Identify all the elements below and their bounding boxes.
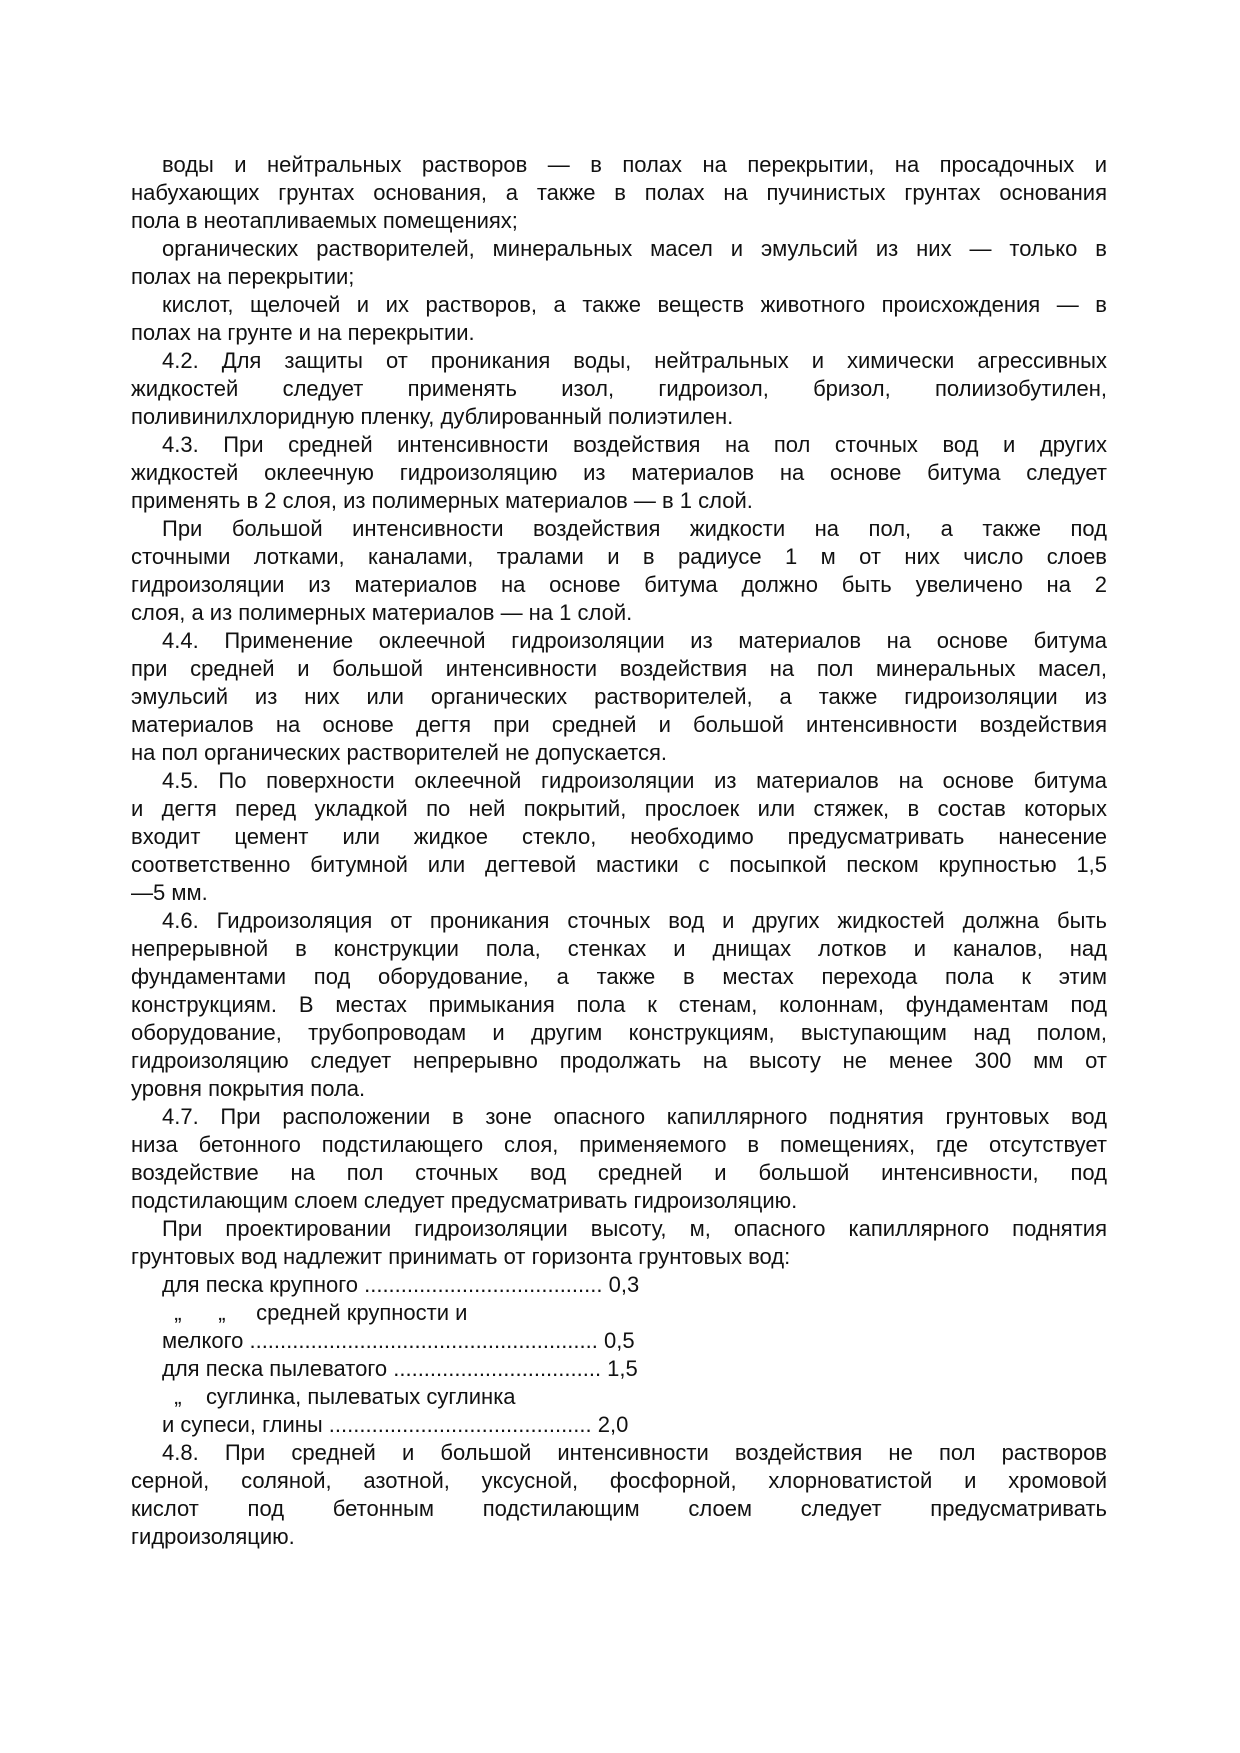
text-line: кислот, щелочей и их растворов, а также веществ животного происхождения — в	[162, 292, 1107, 317]
text-line: 4.4. Применение оклеечной гидроизоляции из материалов на основе битума	[162, 628, 1107, 653]
paragraph	[131, 235, 1107, 291]
paragraph	[131, 347, 1107, 431]
text-line: оборудование, трубопроводам и другим конструкциям, выступающим над полом,	[131, 1020, 1107, 1045]
text-line: полах на грунте и на перекрытии.	[131, 320, 475, 345]
text-line: грунтовых вод надлежит принимать от горизонта грунтовых вод:	[131, 1244, 791, 1269]
paragraph	[131, 515, 1107, 627]
text-line: —5 мм.	[131, 880, 208, 905]
paragraph	[131, 1215, 1107, 1271]
text-line: гидроизоляцию следует непрерывно продолжать на высоту не менее 300 мм от	[131, 1048, 1107, 1073]
text-line: сточными лотками, каналами, тралами и в радиусе 1 м от них число слоев	[131, 544, 1107, 569]
text-line: соответственно битумной или дегтевой мастики с посыпкой песком крупностью 1,5	[131, 852, 1107, 877]
paragraph	[131, 291, 1107, 347]
text-line: набухающих грунтах основания, а также в полах на пучинистых грунтах основания	[131, 180, 1107, 205]
text-line: 4.5. По поверхности оклеечной гидроизоляции из материалов на основе битума	[162, 768, 1107, 793]
text-line: кислот под бетонным подстилающим слоем следует предусматривать	[131, 1496, 1107, 1521]
value-list	[131, 1271, 1107, 1439]
text-line: полах на перекрытии;	[131, 264, 355, 289]
text-line: серной, соляной, азотной, уксусной, фосфорной, хлорноватистой и хромовой	[131, 1468, 1107, 1493]
paragraph	[131, 1439, 1107, 1551]
text-line: 4.3. При средней интенсивности воздействия на пол сточных вод и других	[162, 432, 1107, 457]
text-line: низа бетонного подстилающего слоя, применяемого в помещениях, где отсутствует	[131, 1132, 1107, 1157]
text-line: конструкциям. В местах примыкания пола к стенам, колоннам, фундаментам под	[131, 992, 1107, 1017]
text-line: гидроизоляцию.	[131, 1524, 295, 1549]
paragraph	[131, 767, 1107, 907]
text-line: применять в 2 слоя, из полимерных материалов — в 1 слой.	[131, 488, 753, 513]
text-line: непрерывной в конструкции пола, стенках и днищах лотков и каналов, над	[131, 936, 1107, 961]
text-line: При большой интенсивности воздействия жидкости на пол, а также под	[162, 516, 1107, 541]
text-line: 4.7. При расположении в зоне опасного капиллярного поднятия грунтовых вод	[162, 1104, 1107, 1129]
text-line: 4.6. Гидроизоляция от проникания сточных вод и других жидкостей должна быть	[162, 908, 1107, 933]
paragraph	[131, 1103, 1107, 1215]
text-line: жидкостей оклеечную гидроизоляцию из материалов на основе битума следует	[131, 460, 1107, 485]
list-line: для песка пылеватого .................................. 1,5	[162, 1356, 638, 1381]
paragraph	[131, 431, 1107, 515]
document-page	[131, 151, 1107, 1551]
text-line: гидроизоляции из материалов на основе битума должно быть увеличено на 2	[131, 572, 1107, 597]
list-line: для песка крупного ....................................... 0,3	[162, 1272, 640, 1297]
text-line: При проектировании гидроизоляции высоту, м, опасного капиллярного поднятия	[162, 1216, 1107, 1241]
text-line: 4.8. При средней и большой интенсивности воздействия не пол растворов	[162, 1440, 1107, 1465]
text-line: фундаментами под оборудование, а также в местах перехода пола к этим	[131, 964, 1107, 989]
list-line: „ суглинка, пылеватых суглинка	[162, 1384, 516, 1409]
text-line: и дегтя перед укладкой по ней покрытий, прослоек или стяжек, в состав которых	[131, 796, 1107, 821]
text-line: на пол органических растворителей не допускается.	[131, 740, 668, 765]
text-line: подстилающим слоем следует предусматривать гидроизоляцию.	[131, 1188, 798, 1213]
paragraph	[131, 151, 1107, 235]
list-line: и супеси, глины ........................................... 2,0	[162, 1412, 629, 1437]
text-line: слоя, а из полимерных материалов — на 1 слой.	[131, 600, 633, 625]
paragraph	[131, 907, 1107, 1103]
text-line: 4.2. Для защиты от проникания воды, нейтральных и химически агрессивных	[162, 348, 1107, 373]
text-line: материалов на основе дегтя при средней и большой интенсивности воздействия	[131, 712, 1107, 737]
text-line: при средней и большой интенсивности воздействия на пол минеральных масел,	[131, 656, 1107, 681]
text-line: уровня покрытия пола.	[131, 1076, 366, 1101]
text-line: пола в неотапливаемых помещениях;	[131, 208, 518, 233]
paragraph	[131, 627, 1107, 767]
text-line: эмульсий из них или органических растворителей, а также гидроизоляции из	[131, 684, 1107, 709]
list-line: мелкого ......................................................... 0,5	[162, 1328, 635, 1353]
text-line: воды и нейтральных растворов — в полах на перекрытии, на просадочных и	[162, 152, 1107, 177]
text-line: органических растворителей, минеральных масел и эмульсий из них — только в	[162, 236, 1107, 261]
text-line: поливинилхлоридную пленку, дублированный полиэтилен.	[131, 404, 734, 429]
text-line: жидкостей следует применять изол, гидроизол, бризол, полиизобутилен,	[131, 376, 1107, 401]
text-line: входит цемент или жидкое стекло, необходимо предусматривать нанесение	[131, 824, 1107, 849]
text-line: воздействие на пол сточных вод средней и большой интенсивности, под	[131, 1160, 1107, 1185]
list-line: „ „ средней крупности и	[162, 1300, 468, 1325]
